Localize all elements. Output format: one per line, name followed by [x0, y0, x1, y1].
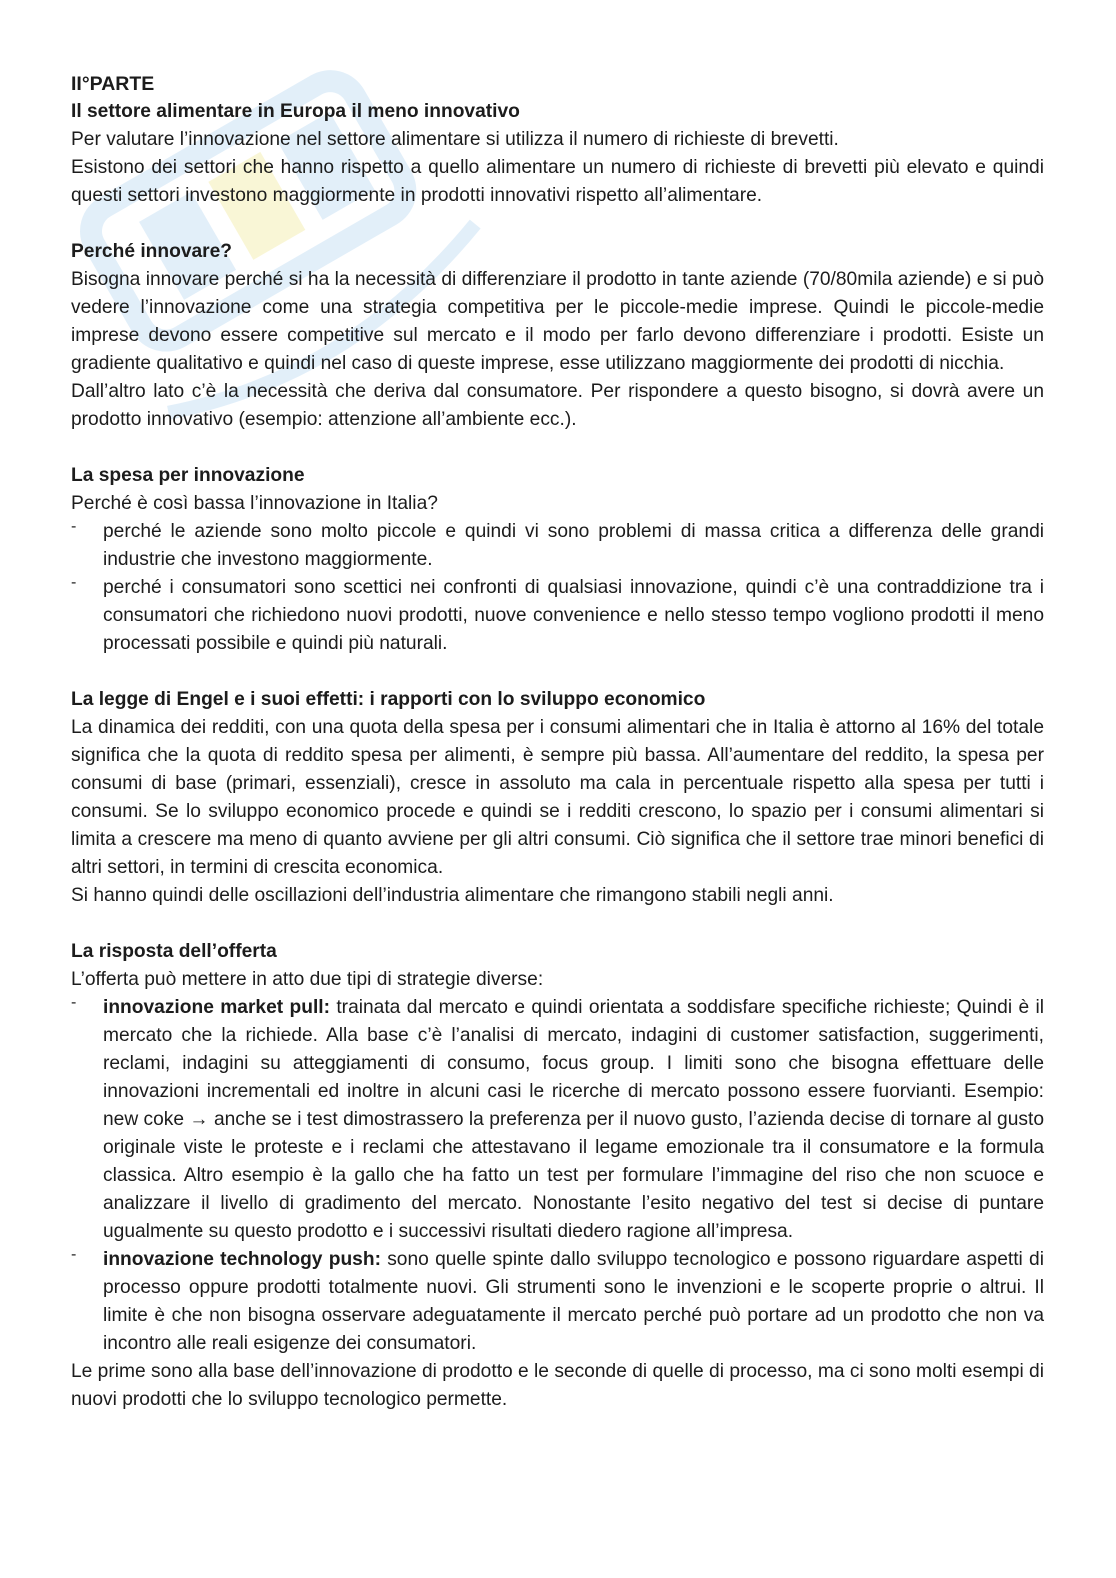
bullet-marker: -: [71, 518, 77, 535]
section-perche-innovare: [71, 238, 1044, 434]
paragraph: L’offerta può mettere in atto due tipi di strategie diverse:: [71, 969, 544, 990]
bullet-marker: -: [71, 1246, 77, 1263]
list-item: [71, 1246, 1044, 1358]
section-legge-engel: [71, 686, 1044, 910]
section-risposta-offerta: [71, 938, 1044, 1414]
list-item: [71, 518, 1044, 574]
paragraph: Bisogna innovare perché si ha la necessità di differenziare il prodotto in tante aziende (70/80mila aziende) e si può vedere l’innovazione come una strategia competitiva per le piccole-medie imprese. Quindi le piccole-medie imprese devono essere competitive sul mercato e il modo per farlo devono differenziare i prodotti. Esiste un gradiente qualitativo e quindi nel caso di queste imprese, esse utilizzano maggiormente dei prodotti di nicchia.: [71, 269, 1044, 374]
section-title: La risposta dell’offerta: [71, 941, 277, 962]
document-page: [71, 70, 1044, 1414]
list-item-text: [103, 994, 1044, 1246]
paragraph: Per valutare l’innovazione nel settore alimentare si utilizza il numero di richieste di brevetti.: [71, 129, 839, 150]
section-settore-alimentare: [71, 98, 1044, 210]
list-item-body: sono quelle spinte dallo sviluppo tecnologico e possono riguardare aspetti di processo oppure prodotti totalmente nuovi. Gli strumenti sono le invenzioni e le scoperte proprie o altrui. Il limite è che non bisogna osservare adeguatamente il mercato perché può portare ad un prodotto che non va incontro alle reali esigenze dei consumatori.: [103, 1249, 1044, 1354]
section-title: Il settore alimentare in Europa il meno innovativo: [71, 101, 520, 122]
bullet-marker: -: [71, 994, 77, 1011]
list-item-text: perché i consumatori sono scettici nei confronti di qualsiasi innovazione, quindi c’è una contraddizione tra i consumatori che richiedono nuovi prodotti, nuove convenience e nello stesso tempo vogliono prodotti il meno processati possibile e quindi più naturali.: [103, 577, 1044, 654]
list-item-text: perché le aziende sono molto piccole e quindi vi sono problemi di massa critica a differenza delle grandi industrie che investono maggiormente.: [103, 521, 1044, 570]
section-title: Perché innovare?: [71, 241, 233, 262]
paragraph: Esistono dei settori che hanno rispetto a quello alimentare un numero di richieste di brevetti più elevato e quindi questi settori investono maggiormente in prodotti innovativi rispetto all’alimentare.: [71, 157, 1044, 206]
paragraph: Dall’altro lato c’è la necessità che deriva dal consumatore. Per rispondere a questo bisogno, si dovrà avere un prodotto innovativo (esempio: attenzione all’ambiente ecc.).: [71, 381, 1044, 430]
section-spesa-innovazione: [71, 462, 1044, 658]
keyword: innovazione market pull:: [103, 997, 330, 1018]
list-item-body: trainata dal mercato e quindi orientata a soddisfare specifiche richieste; Quindi è il mercato che la richiede. Alla base c’è l’analisi di mercato, indagini di customer satisfaction, suggerimenti, reclami, indagini su atteggiamenti di consumo, focus group. I limiti sono che bisogna effettuare delle innovazioni incrementali ed inoltre in alcuni casi le ricerche di mercato possono essere fuorvianti. Esempio: new coke → anche se i test dimostrassero la preferenza per il nuovo gusto, l’azienda decise di tornare al gusto originale viste le proteste e i reclami che attestavano il legame emozionale tra il consumatore e la formula classica. Altro esempio è la gallo che ha fatto un test per formulare l’immagine del riso che non scuoce e analizzare il livello di gradimento del mercato. Nonostante l’esito negativo del test si decise di puntare ugualmente su questo prodotto e i successivi risultati diedero ragione all’impresa.: [103, 997, 1044, 1242]
keyword: innovazione technology push:: [103, 1249, 381, 1270]
list-item: [71, 574, 1044, 658]
part-title: II°PARTE: [71, 73, 155, 95]
section-title: La legge di Engel e i suoi effetti: i rapporti con lo sviluppo economico: [71, 689, 706, 710]
section-title: La spesa per innovazione: [71, 465, 305, 486]
paragraph: Perché è così bassa l’innovazione in Italia?: [71, 493, 438, 514]
list-item: [71, 994, 1044, 1246]
bullet-marker: -: [71, 574, 77, 591]
paragraph: La dinamica dei redditi, con una quota della spesa per i consumi alimentari che in Italia è attorno al 16% del totale significa che la quota di reddito spesa per alimenti, è sempre più bassa. All’aumentare del reddito, la spesa per consumi di base (primari, essenziali), cresce in assoluto ma cala in percentuale rispetto alla spesa per tutti i consumi. Se lo sviluppo economico procede e quindi se i redditi crescono, lo spazio per i consumi alimentari si limita a crescere ma meno di quanto avviene per gli altri consumi. Ciò significa che il settore trae minori benefici di altri settori, in termini di crescita economica.: [71, 717, 1044, 878]
list-item-text: [103, 1246, 1044, 1358]
paragraph: Le prime sono alla base dell’innovazione di prodotto e le seconde di quelle di processo, ma ci sono molti esempi di nuovi prodotti che lo sviluppo tecnologico permette.: [71, 1361, 1044, 1410]
paragraph: Si hanno quindi delle oscillazioni dell’industria alimentare che rimangono stabili negli anni.: [71, 885, 834, 906]
